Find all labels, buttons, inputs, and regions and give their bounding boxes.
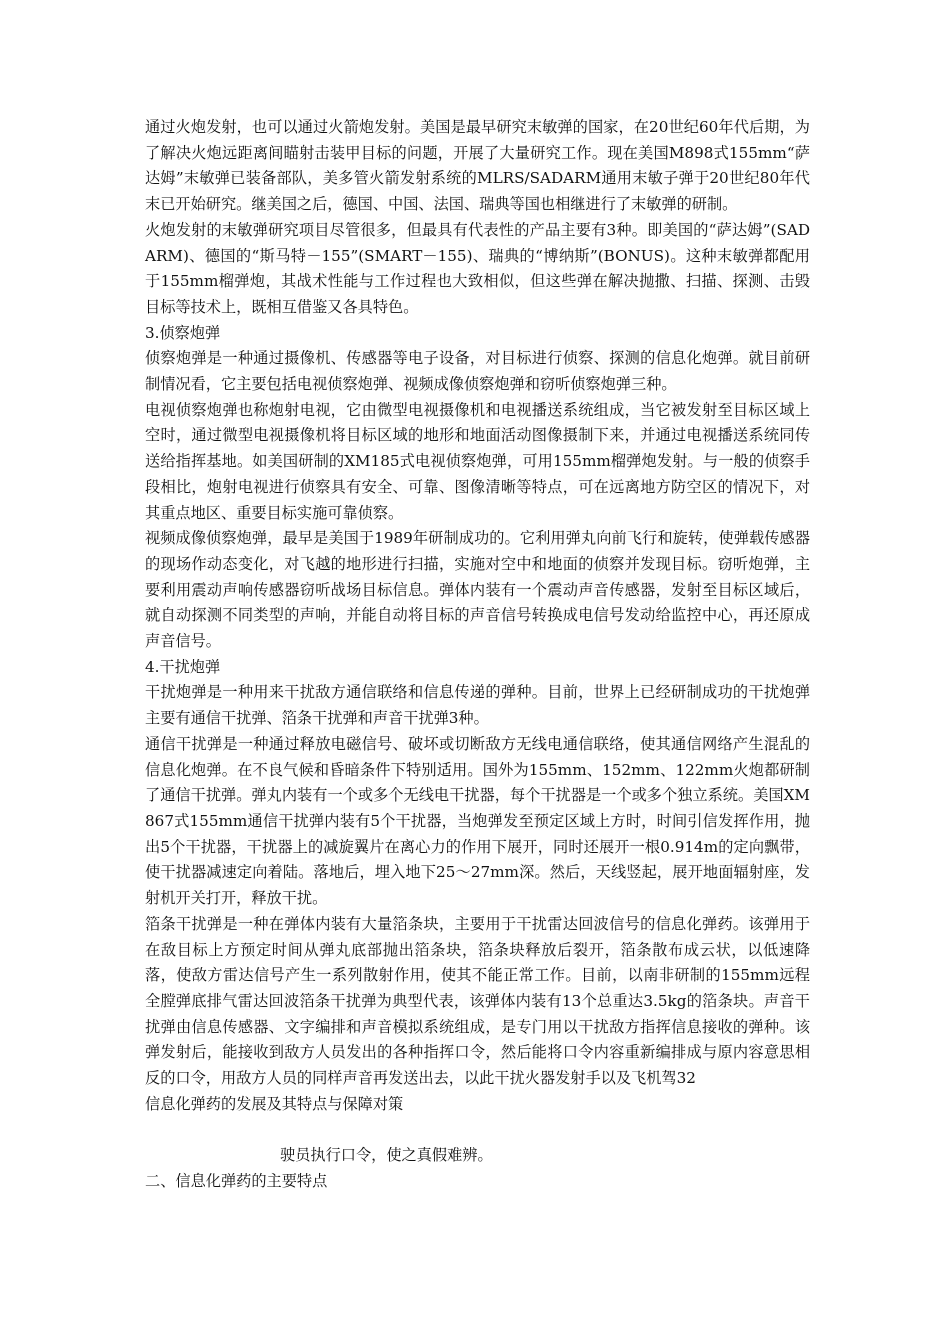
running-header-title: 信息化弹药的发展及其特点与保障对策: [145, 1094, 404, 1113]
paragraph-jamming-intro: 干扰炮弹是一种用来干扰敌方通信联络和信息传递的弹种。目前，世界上已经研制成功的干扰炮弹主要有通信干扰弹、箔条干扰弹和声音干扰弹3种。: [145, 683, 810, 728]
paragraph-chaff-and-sound-jamming: 箔条干扰弹是一种在弹体内装有大量箔条块，主要用于干扰雷达回波信号的信息化弹药。该弹用于在敌目标上方预定时间从弹丸底部抛出箔条块，箔条块释放后裂开，箔条散布成云状，以低速降落，使敌方雷达信号产生一系列散射作用，使其不能正常工作。目前，以南非研制的155mm远程全膛弹底排气雷达回波箔条干扰弹为典型代表，该弹体内装有13个总重达3.5kg的箔条块。声音干扰弹由信息传感器、文字编排和声音模拟系统组成，是专门用以干扰敌方指挥信息接收的弹种。该弹发射后，能接收到敌方人员发出的各种指挥口令，然后能将口令内容重新编排成与原内容意思相反的口令，用敌方人员的同样声音再发送出去，以此干扰火器发射手以及飞机驾32: [145, 914, 810, 1088]
continued-line: 驶员执行口令，使之真假难辨。: [280, 1146, 493, 1165]
paragraph-comm-jamming: 通信干扰弹是一种通过释放电磁信号、破坏或切断敌方无线电通信联络，使其通信网络产生混乱的信息化炮弹。在不良气候和昏暗条件下特别适用。国外为155mm、152mm、122mm火炮都研制了通信干扰弹。弹丸内装有一个或多个无线电干扰器，每个干扰器是一个或多个独立系统。美国XM867式155mm通信干扰弹内装有5个干扰器，当炮弹发至预定区域上方时，时间引信发挥作用，抛出5个干扰器，干扰器上的减旋翼片在离心力的作用下展开，同时还展开一根0.914m的定向飘带，使干扰器减速定向着陆。落地后，埋入地下25～27mm深。然后，天线竖起，展开地面辐射座，发射机开关打开，释放干扰。: [145, 734, 810, 908]
paragraph-video-imaging: 视频成像侦察炮弹，最早是美国于1989年研制成功的。它利用弹丸向前飞行和旋转，使弹载传感器的现场作动态变化，对飞越的地形进行扫描，实施对空中和地面的侦察并发现目标。窃听炮弹，主要利用震动声响传感器窃听战场目标信息。弹体内装有一个震动声音传感器，发射至目标区域后，就自动探测不同类型的声响，并能自动将目标的声音信号转换成电信号发动给监控中心，再还原成声音信号。: [145, 529, 810, 651]
section-heading-reconnaissance: 3.侦察炮弹: [145, 323, 221, 342]
paragraph-tv-reconnaissance: 电视侦察炮弹也称炮射电视，它由微型电视摄像机和电视播送系统组成，当它被发射至目标区域上空时，通过微型电视摄像机将目标区域的地形和地面活动图像摄制下来，并通过电视播送系统同传送给指挥基地。如美国研制的XM185式电视侦察炮弹，可用155mm榴弹炮发射。与一般的侦察手段相比，炮射电视进行侦察具有安全、可靠、图像清晰等特点，可在远离地方防空区的情况下，对其重点地区、重要目标实施可靠侦察。: [145, 400, 810, 522]
paragraph-reconnaissance-intro: 侦察炮弹是一种通过摄像机、传感器等电子设备，对目标进行侦察、探测的信息化炮弹。就目前研制情况看，它主要包括电视侦察炮弹、视频成像侦察炮弹和窃听侦察炮弹三种。: [145, 349, 810, 394]
section-heading-main-features: 二、信息化弹药的主要特点: [145, 1171, 328, 1190]
blank-line: [145, 1117, 810, 1143]
paragraph-representative-products: 火炮发射的末敏弹研究项目尽管很多，但最具有代表性的产品主要有3种。即美国的“萨达姆”(SADARM)、德国的“斯马特－155”(SMART－155)、瑞典的“博纳斯”(BONUS)。这种末敏弹都配用于155mm榴弹炮，其战术性能与工作过程也大致相似，但这些弹在解决抛撒、扫描、探测、击毁目标等技术上，既相互借鉴又各具特色。: [145, 220, 810, 316]
paragraph-smart-munitions-history: 通过火炮发射，也可以通过火箭炮发射。美国是最早研究末敏弹的国家，在20世纪60年代后期，为了解决火炮远距离间瞄射击装甲目标的问题，开展了大量研究工作。现在美国M898式155mm“萨达姆”末敏弹已装备部队，美多管火箭发射系统的MLRS/SADARM通用末敏子弹于20世纪80年代末已开始研究。继美国之后，德国、中国、法国、瑞典等国也相继进行了末敏弹的研制。: [145, 118, 810, 214]
document-body: [145, 115, 810, 1195]
section-heading-jamming: 4.干扰炮弹: [145, 657, 221, 676]
